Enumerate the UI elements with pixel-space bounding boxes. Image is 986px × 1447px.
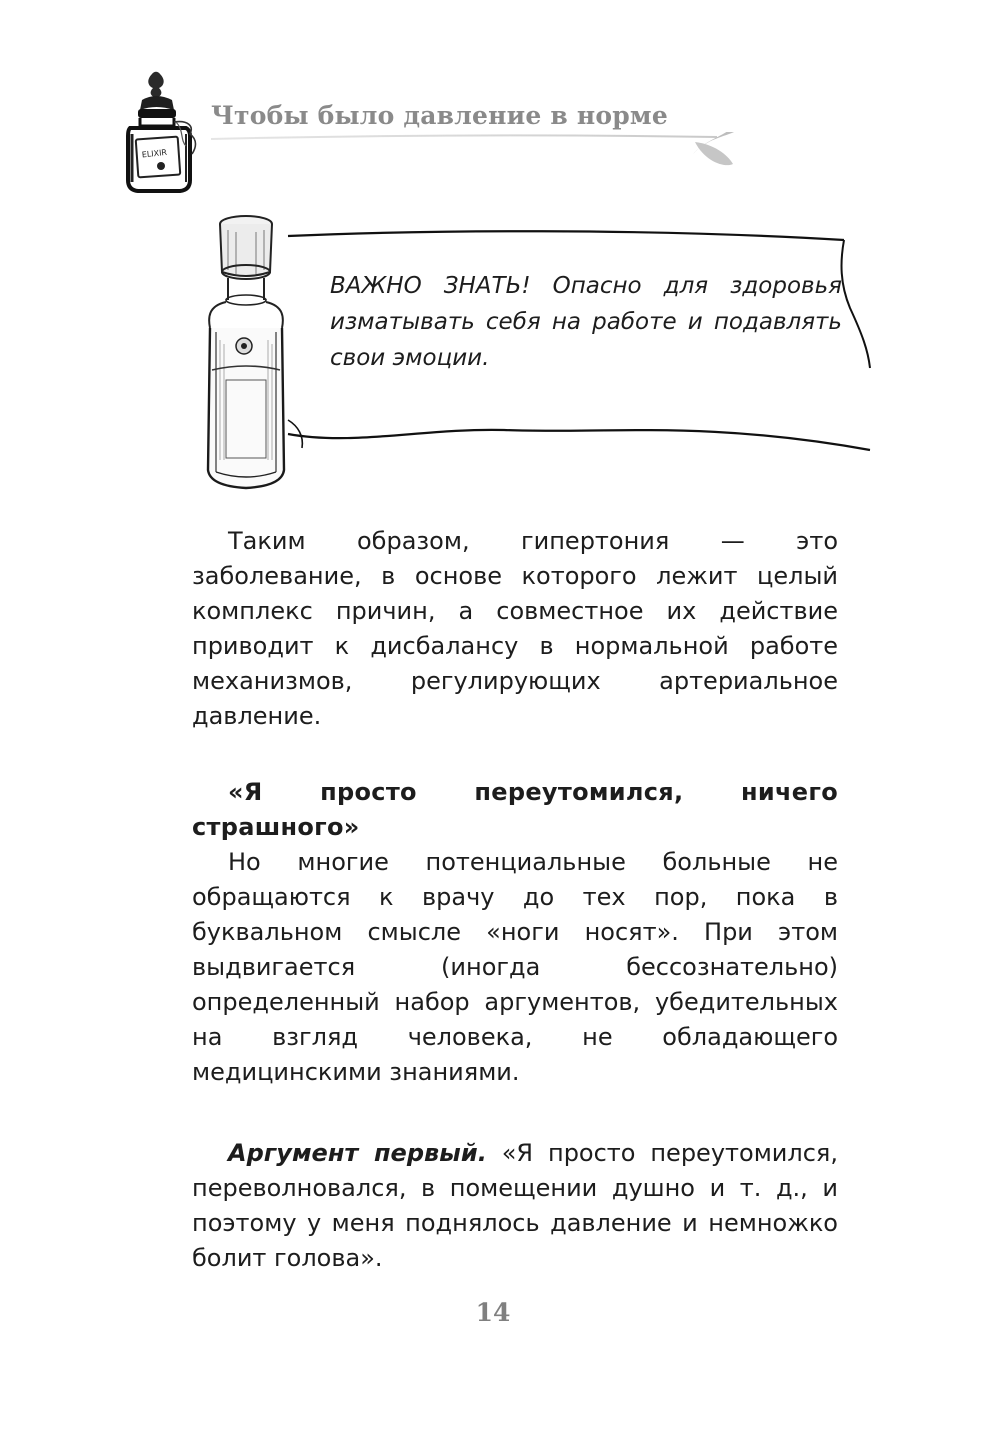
svg-text:ELIXIR: ELIXIR: [141, 147, 168, 160]
elixir-jar-icon: [116, 70, 202, 195]
page-number: 14: [475, 1298, 511, 1327]
section-block: [192, 775, 838, 1090]
argument-text: «Я просто переутомился, переволновался, в помещении душно и т. д., и поэтому у меня поднялось давление и немножко болит голова».: [192, 1139, 838, 1272]
leaf-icon: [205, 132, 735, 182]
paragraph-text: Таким образом, гипертония — это заболевание, в основе которого лежит целый комплекс причин, а совместное их действие приводит к дисбалансу в нормальной работе механизмов, регулирующих артериальное давление.: [192, 527, 838, 730]
important-note: ВАЖНО ЗНАТЬ! Опасно для здоровья изматывать себя на работе и подавлять свои эмоции.: [330, 273, 842, 371]
argument-paragraph: [192, 1136, 838, 1276]
argument-label: Аргумент первый.: [228, 1139, 487, 1167]
elixir-jar-illustration: [116, 70, 202, 195]
bottle-illustration: [198, 210, 294, 495]
header-rule-with-leaf: [205, 132, 735, 182]
section-heading: «Я просто переутомился, ничего страшного»: [192, 778, 838, 841]
paragraph-hypertension-summary: [192, 524, 838, 734]
paragraph-text: Но многие потенциальные больные не обращаются к врачу до тех пор, пока в буквальном смысле «ноги носят». При этом выдвигается (иногда бессознательно) определенный набор аргументов, убедительных на взгляд человека, не обладающего медицинскими знаниями.: [192, 848, 838, 1086]
bottle-icon: [198, 210, 294, 495]
running-header-title: Чтобы было давление в норме: [211, 101, 668, 130]
